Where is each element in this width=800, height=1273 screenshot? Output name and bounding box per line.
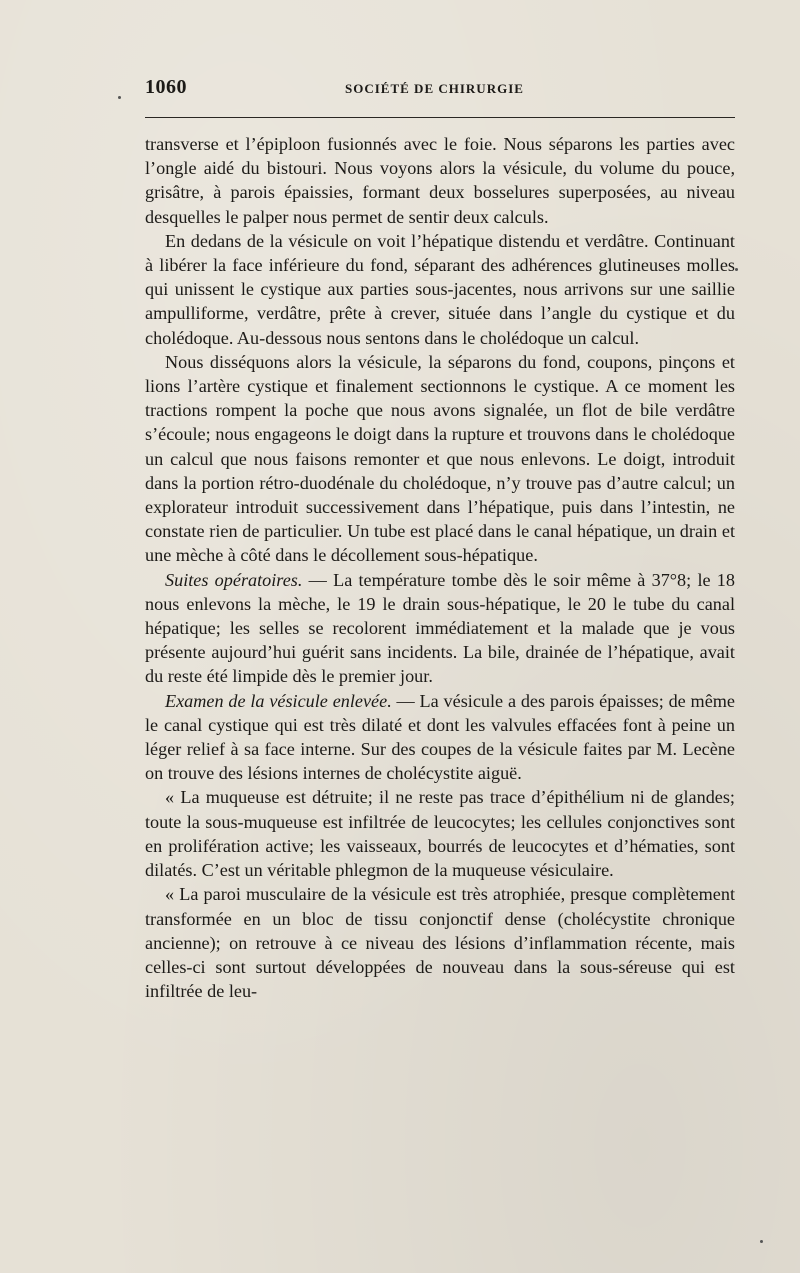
- scan-speck: [760, 1240, 763, 1243]
- paragraph: [145, 568, 735, 689]
- paragraph-text: Nous disséquons alors la vésicule, la séparons du fond, coupons, pinçons et lions l’artère cystique et finalement sectionnons le cystique. A ce moment les tractions rompent la poche que nous avons signalée, un flot de bile verdâtre s’écoule; nous engageons le doigt dans la rupture et trouvons dans le cholédoque un calcul que nous faisons remonter et que nous enlevons. Le doigt, introduit dans la portion rétro-duodénale du cholédoque, n’y trouve pas d’autre calcul; un explorateur introduit successivement dans l’hépatique, puis dans l’intestin, ne constate rien de particulier. Un tube est placé dans le canal hépatique, un drain et une mèche à côté dans le décollement sous-hépatique.: [145, 351, 735, 566]
- running-title: SOCIÉTÉ DE CHIRURGIE: [345, 81, 524, 96]
- paragraph-lead: Examen de la vésicule enlevée.: [165, 690, 392, 711]
- paragraph: [145, 350, 735, 568]
- paragraph: [145, 882, 735, 1003]
- paragraph: [145, 785, 735, 882]
- paragraph: [145, 689, 735, 786]
- header-rule: [145, 117, 735, 118]
- page-header: [145, 76, 735, 100]
- paragraph: [145, 132, 735, 229]
- scan-speck: [735, 268, 738, 271]
- paragraph-text: « La muqueuse est détruite; il ne reste pas trace d’épithélium ni de glandes; toute la sous-muqueuse est infiltrée de leucocytes; les cellules conjonctives sont en prolifération active; les vaisseaux, bourrés de leucocytes et d’hématies, sont dilatés. C’est un véritable phlegmon de la muqueuse vésiculaire.: [145, 787, 735, 881]
- paragraph-text: — La température tombe dès le soir même à 37°8; le 18 nous enlevons la mèche, le 19 le drain sous-hépatique, le 20 le tube du canal hépatique; les selles se recolorent immédiatement et la malade que je vous présente aujourd’hui guérit sans incidents. La bile, drainée de l’hépatique, avait du reste été limpide dès le premier jour.: [145, 569, 735, 687]
- paragraph: [145, 229, 735, 350]
- paragraph-lead: Suites opératoires.: [165, 569, 303, 590]
- paragraph-text: transverse et l’épiploon fusionnés avec le foie. Nous séparons les parties avec l’ongle aidé du bistouri. Nous voyons alors la vésicule, du volume du pouce, grisâtre, à parois épaissies, formant deux bosselures superposées, au niveau desquelles le palper nous permet de sentir deux calculs.: [145, 134, 735, 227]
- page-number: 1060: [145, 76, 187, 98]
- paragraph-text: En dedans de la vésicule on voit l’hépatique distendu et verdâtre. Continuant à libérer la face inférieure du fond, séparant des adhérences glutineuses molles qui unissent le cystique aux parties sous-jacentes, nous arrivons sur une saillie ampulliforme, verdâtre, prête à crever, située dans l’angle du cystique et du cholédoque. Au-dessous nous sentons dans le cholédoque un calcul.: [145, 230, 735, 348]
- paragraph-text: « La paroi musculaire de la vésicule est très atrophiée, presque complètement transformée en un bloc de tissu conjonctif dense (cholécystite chronique ancienne); on retrouve à ce niveau des lésions d’inflammation récente, mais celles-ci sont surtout développées de nouveau dans la sous-séreuse qui est infiltrée de leu-: [145, 884, 735, 1002]
- scan-speck: [118, 96, 121, 99]
- paragraph-text: — La vésicule a des parois épaisses; de même le canal cystique qui est très dilaté et dont les valvules effacées font à peine un léger relief à sa face interne. Sur des coupes de la vésicule faites par M. Lecène on trouve des lésions internes de cholécystite aiguë.: [145, 690, 735, 784]
- body-text: [145, 132, 735, 1003]
